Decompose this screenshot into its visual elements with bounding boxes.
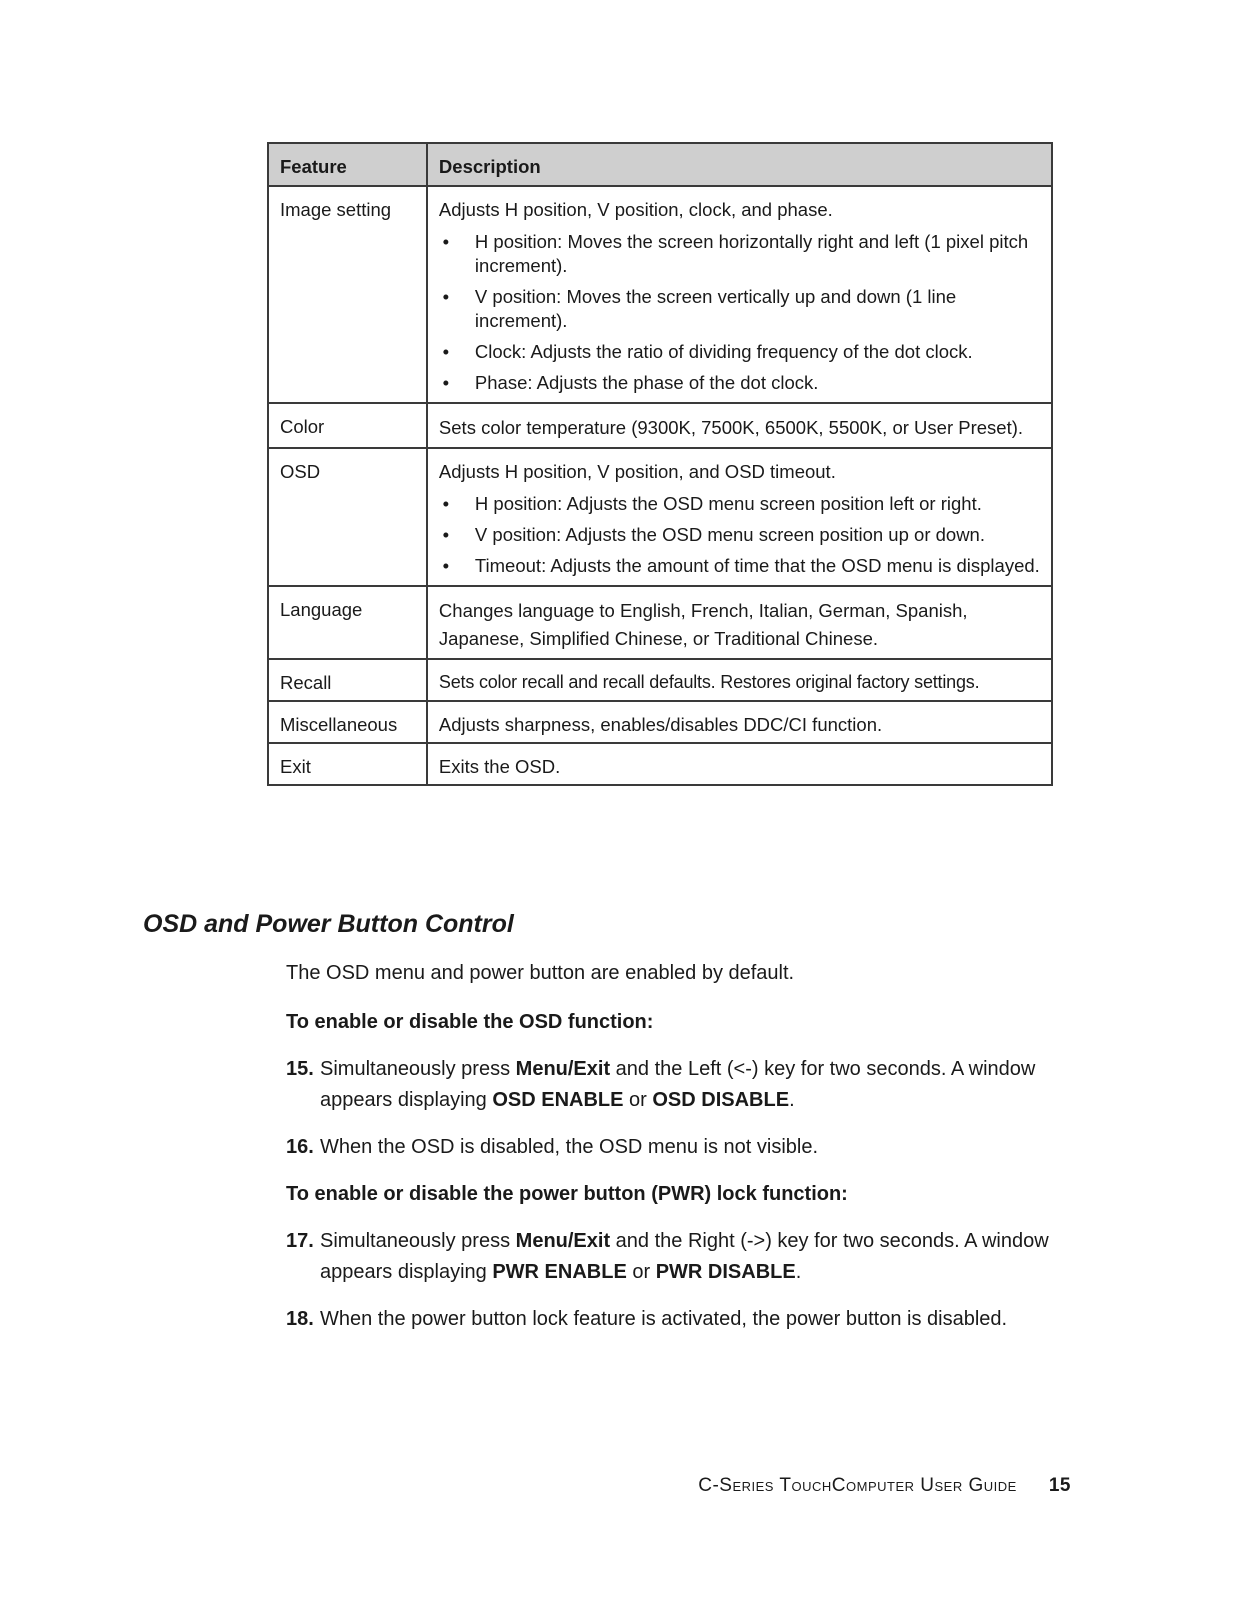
description-cell [427,186,1052,403]
section-title: OSD and Power Button Control [143,910,514,938]
step-16 [286,1132,1086,1163]
list-item-text: Phase: Adjusts the phase of the dot clock. [474,372,819,393]
header-description: Description [427,143,1052,186]
list-item [439,230,1040,278]
step-text: or [626,1261,656,1283]
feature-cell: Image setting [268,186,427,403]
bullet-icon: • [442,372,450,393]
step-text: When the OSD is disabled, the OSD menu is not visible. [320,1136,819,1158]
bullet-icon: • [442,286,450,307]
step-text: and the Right (->) key for two seconds. A window appears displaying [320,1230,1049,1283]
feature-cell: Recall [268,659,427,701]
bullet-icon: • [442,555,450,576]
table-row [268,186,1052,403]
step-number: 16. [286,1136,314,1158]
description-cell: Sets color temperature (9300K, 7500K, 6500K, 5500K, or User Preset). [427,403,1052,448]
step-text: Simultaneously press [320,1230,516,1252]
feature-cell: Color [268,403,427,448]
pwr-steps [286,1226,1086,1335]
table-row [268,586,1052,659]
intro-paragraph: The OSD menu and power button are enabled by default. [286,962,795,984]
feature-cell: Exit [268,743,427,785]
step-number: 18. [286,1308,314,1330]
bullet-icon: • [442,231,450,252]
description-text: Adjusts H position, V position, and OSD timeout. [438,461,836,482]
step-text: and the Left (<-) key for two seconds. A window appears displaying [320,1058,1036,1111]
step-text: . [795,1261,802,1283]
bullet-icon: • [442,493,450,514]
list-item [439,285,1040,333]
step-key: PWR ENABLE [492,1261,627,1283]
table-row [268,743,1052,785]
description-text: Adjusts H position, V position, clock, and phase. [438,199,833,220]
feature-cell: Miscellaneous [268,701,427,743]
list-item-text: H position: Moves the screen horizontally right and left (1 pixel pitch increment). [474,231,1029,276]
step-number: 15. [286,1058,314,1080]
bullet-icon: • [442,524,450,545]
description-cell [427,448,1052,586]
step-18 [286,1304,1086,1335]
list-item-text: H position: Adjusts the OSD menu screen position left or right. [474,493,982,514]
bullet-list [439,230,1040,395]
bullet-list [439,492,1040,578]
step-key: Menu/Exit [515,1058,611,1080]
list-item-text: Timeout: Adjusts the amount of time that the OSD menu is displayed. [474,555,1040,576]
description-cell: Changes language to English, French, Italian, German, Spanish, Japanese, Simplified Chinese, or Traditional Chinese. [427,586,1052,659]
step-key: Menu/Exit [515,1230,611,1252]
feature-table [267,142,1053,786]
step-text: or [623,1089,653,1111]
step-number: 17. [286,1230,314,1252]
list-item [439,340,1040,364]
step-key: OSD ENABLE [492,1089,624,1111]
list-item [439,492,1040,516]
list-item-text: V position: Moves the screen vertically up and down (1 line increment). [474,286,957,331]
list-item-text: Clock: Adjusts the ratio of dividing frequency of the dot clock. [474,341,973,362]
page-footer [698,1473,1071,1499]
step-key: PWR DISABLE [655,1261,796,1283]
guide-title: C-Series TouchComputer User Guide [698,1475,1017,1496]
pwr-subheading: To enable or disable the power button (PWR) lock function: [286,1183,848,1205]
header-feature: Feature [268,143,427,186]
osd-steps [286,1054,1086,1163]
table-row [268,448,1052,586]
step-key: OSD DISABLE [652,1089,790,1111]
description-cell: Sets color recall and recall defaults. Restores original factory settings. [427,659,1052,701]
section-body [286,958,1086,1351]
list-item-text: V position: Adjusts the OSD menu screen position up or down. [474,524,985,545]
table-header-row [268,143,1052,186]
list-item [439,523,1040,547]
description-cell: Adjusts sharpness, enables/disables DDC/CI function. [427,701,1052,743]
step-17 [286,1226,1086,1288]
osd-subheading: To enable or disable the OSD function: [286,1011,654,1033]
step-15 [286,1054,1086,1116]
table-row [268,659,1052,701]
list-item [439,554,1040,578]
feature-cell: Language [268,586,427,659]
step-text: . [789,1089,795,1111]
table-row [268,403,1052,448]
description-cell: Exits the OSD. [427,743,1052,785]
step-text: Simultaneously press [320,1058,516,1080]
feature-cell: OSD [268,448,427,586]
page-number: 15 [1048,1475,1071,1496]
list-item [439,371,1040,395]
table-row [268,701,1052,743]
bullet-icon: • [442,341,450,362]
step-text: When the power button lock feature is activated, the power button is disabled. [320,1308,1008,1330]
